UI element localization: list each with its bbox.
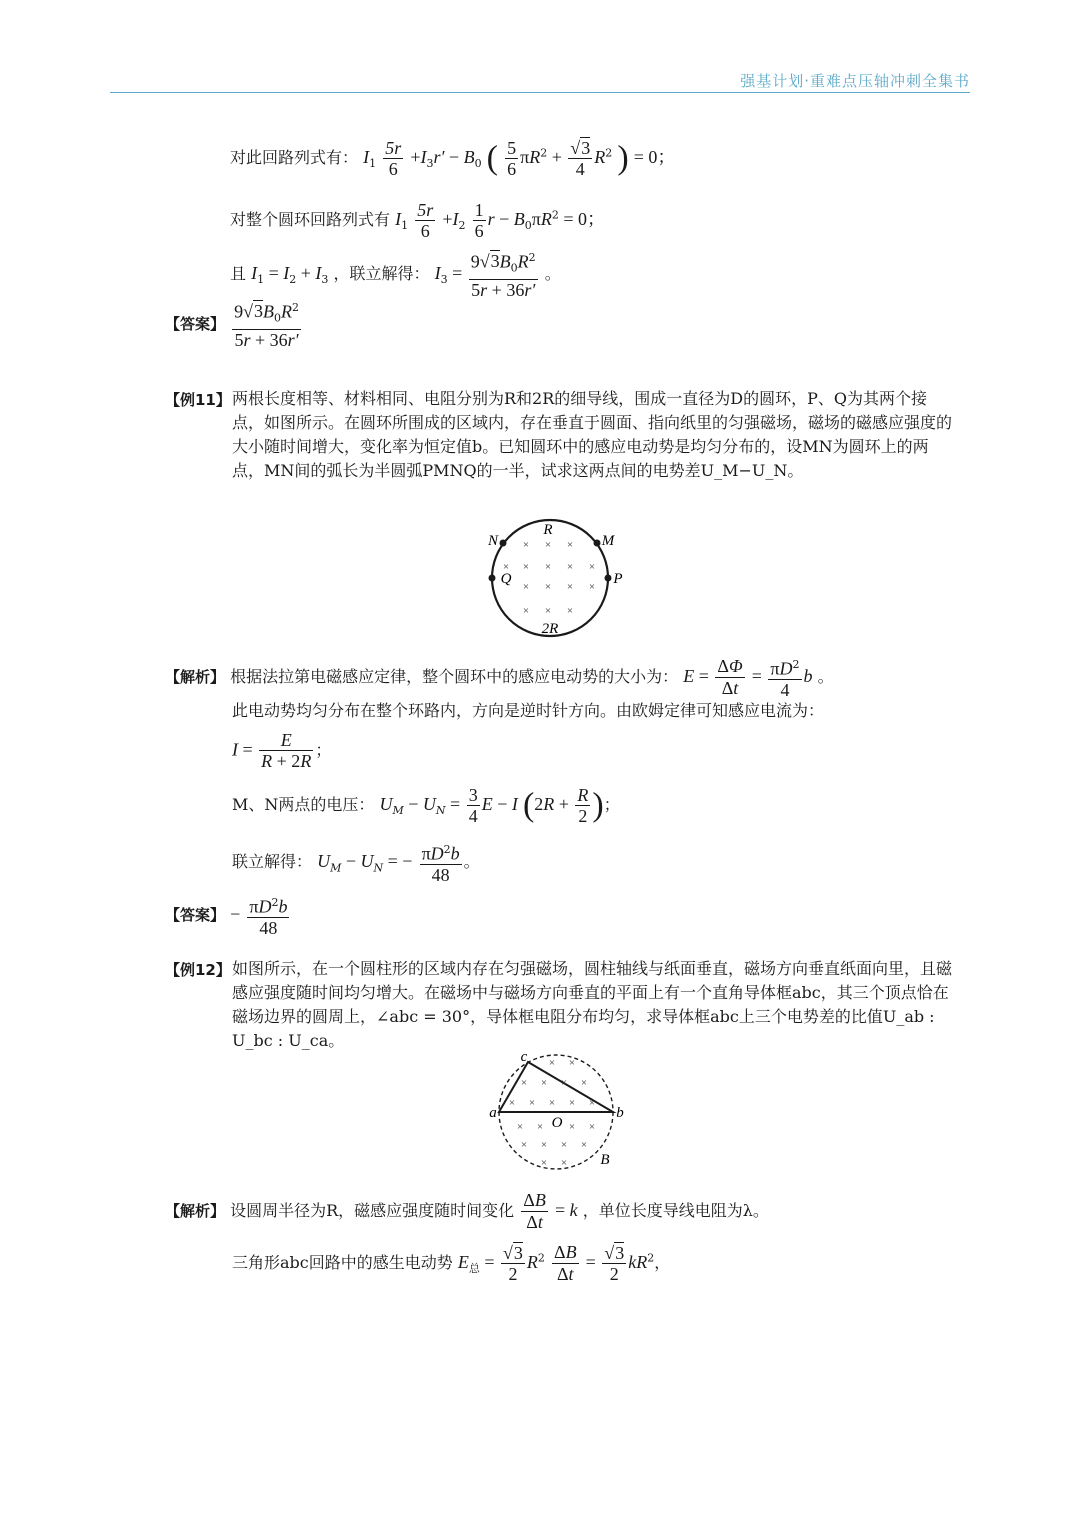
svg-text:×: × <box>540 1157 548 1169</box>
label-m: M <box>601 533 615 549</box>
svg-text:×: × <box>520 1139 528 1151</box>
whole-loop-equation: 对整个圆环回路列式有 $I_1$ $\frac{5r}{6}$ $+I_2$ $\frac{1}{6}$ $r - B_0\pi R^2 = 0$； <box>230 200 605 241</box>
example-12-tag: 【例12】 <box>165 961 231 979</box>
svg-text:×: × <box>544 581 552 593</box>
figure-ring <box>470 515 640 645</box>
label-a: a <box>489 1105 497 1121</box>
label-r: R <box>543 522 553 538</box>
triangle-abc <box>499 1062 613 1112</box>
svg-text:×: × <box>522 561 530 573</box>
header-rule <box>110 92 970 93</box>
svg-text:×: × <box>566 581 574 593</box>
svg-text:×: × <box>588 1097 596 1109</box>
point-q <box>489 575 496 582</box>
svg-text:×: × <box>544 605 552 617</box>
label-2r: 2R <box>541 621 559 637</box>
label-p: P <box>613 571 623 587</box>
svg-text:×: × <box>508 1097 516 1109</box>
solution-11-line2: 此电动势均匀分布在整个环路内，方向是逆时针方向。由欧姆定律可知感应电流为： <box>232 701 825 720</box>
svg-text:×: × <box>536 1121 544 1133</box>
loop-equation: 对此回路列式有： $I_1$ $\frac{5r}{6}$ $+I_3r' - B_0$ ( $\frac{5}{6}$ $\pi R^2$ + $\frac{√3}{4}$ $R^2$ ) = 0； <box>230 138 676 179</box>
answer-11: 【答案】 − $\frac{\pi D^2b}{48}$ <box>165 893 291 938</box>
solution-12-line2: 三角形abc回路中的感生电动势 $E_总$ = $\frac{√3}{2}$ $R^2$ $\frac{\Delta B}{\Delta t}$ = $\frac{√3}{2}$ $kR^2$， <box>232 1242 671 1284</box>
svg-text:×: × <box>580 1077 588 1089</box>
point-p <box>605 575 612 582</box>
result-equation: 联立解得： $U_M - U_N$ = − $\frac{\pi D^2b}{48}$ 。 <box>232 840 480 885</box>
svg-text:×: × <box>522 539 530 551</box>
label-big-b: B <box>600 1152 610 1168</box>
svg-text:×: × <box>566 561 574 573</box>
combine-equation: 且 $I_1 = I_2 + I_3$ ，联立解得： $I_3$ = $\frac{9√3B_0R^2}{5r + 36r'}$ 。 <box>230 248 561 301</box>
figure-triangle <box>482 1050 632 1175</box>
label-o: O <box>551 1115 563 1131</box>
solution-11-line1: 【解析】 根据法拉第电磁感应定律，整个圆环中的感应电动势的大小为： E = $\frac{\Delta\Phi}{\Delta t}$ = $\frac{\pi D^2}{4}$ b 。 <box>165 656 834 701</box>
svg-text:×: × <box>580 1139 588 1151</box>
current-equation: I = $\frac{E}{R + 2R}$ ； <box>232 730 332 771</box>
svg-text:×: × <box>568 1097 576 1109</box>
svg-text:×: × <box>520 1077 528 1089</box>
svg-text:×: × <box>540 1139 548 1151</box>
svg-text:×: × <box>588 561 596 573</box>
field-crosses <box>500 539 596 617</box>
solution-12-line1: 【解析】 设圆周半径为R，磁感应强度随时间变化 $\frac{\Delta B}{\Delta t}$ = k ，单位长度导线电阻为λ。 <box>165 1190 769 1232</box>
label-c: c <box>520 1050 528 1065</box>
svg-text:×: × <box>560 1077 568 1089</box>
svg-text:×: × <box>568 1057 576 1069</box>
label-b: b <box>616 1105 624 1121</box>
header-title: 强基计划·重难点压轴冲刺全集书 <box>740 72 970 90</box>
svg-text:×: × <box>522 605 530 617</box>
svg-text:×: × <box>566 605 574 617</box>
example-11-body: 两根长度相等、材料相同、电阻分别为R和2R的细导线，围成一直径为D的圆环，P、Q为其两个接点，如图所示。在圆环所围成的区域内，存在垂直于圆面、指向纸里的匀强磁场，磁场的磁感应强度的大小随时间增大，变化率为恒定值b。已知圆环中的感应电动势是均匀分布的，设MN为圆环上的两点，MN间的弧长为半圆弧PMNQ的一半，试求这两点间的电势差U_M−U_N。 <box>232 389 953 480</box>
svg-text:×: × <box>502 561 510 573</box>
svg-text:×: × <box>548 1057 556 1069</box>
svg-text:×: × <box>548 1097 556 1109</box>
voltage-equation: M、N两点的电压： $U_M - U_N$ = $\frac{3}{4}$ E − I (2R + $\frac{R}{2}$ )； <box>232 785 620 826</box>
example-12-body: 如图所示，在一个圆柱形的区域内存在匀强磁场，圆柱轴线与纸面垂直，磁场方向垂直纸面向里，且磁感应强度随时间均匀增大。在磁场中与磁场方向垂直的平面上有一个直角导体框abc，其三个顶点恰在磁场边界的圆周上，∠abc = 30°，导体框电阻分布均匀，求导体框abc上三个电势差的比值U_ab : U_bc : U_ca。 <box>232 959 953 1050</box>
svg-text:×: × <box>566 539 574 551</box>
svg-text:×: × <box>560 1157 568 1169</box>
label-n: N <box>487 533 499 549</box>
svg-text:×: × <box>568 1121 576 1133</box>
example-11-tag: 【例11】 <box>165 391 231 409</box>
svg-text:×: × <box>560 1139 568 1151</box>
svg-text:×: × <box>522 581 530 593</box>
svg-text:×: × <box>544 561 552 573</box>
point-n <box>500 540 507 547</box>
svg-text:×: × <box>528 1097 536 1109</box>
svg-text:×: × <box>540 1077 548 1089</box>
answer-10: 【答案】 $\frac{9√3B_0R^2}{5r + 36r'}$ <box>165 298 303 351</box>
point-m <box>594 540 601 547</box>
svg-text:×: × <box>588 581 596 593</box>
svg-text:×: × <box>588 1121 596 1133</box>
label-q: Q <box>500 571 512 587</box>
svg-text:×: × <box>544 539 552 551</box>
svg-text:×: × <box>516 1121 524 1133</box>
